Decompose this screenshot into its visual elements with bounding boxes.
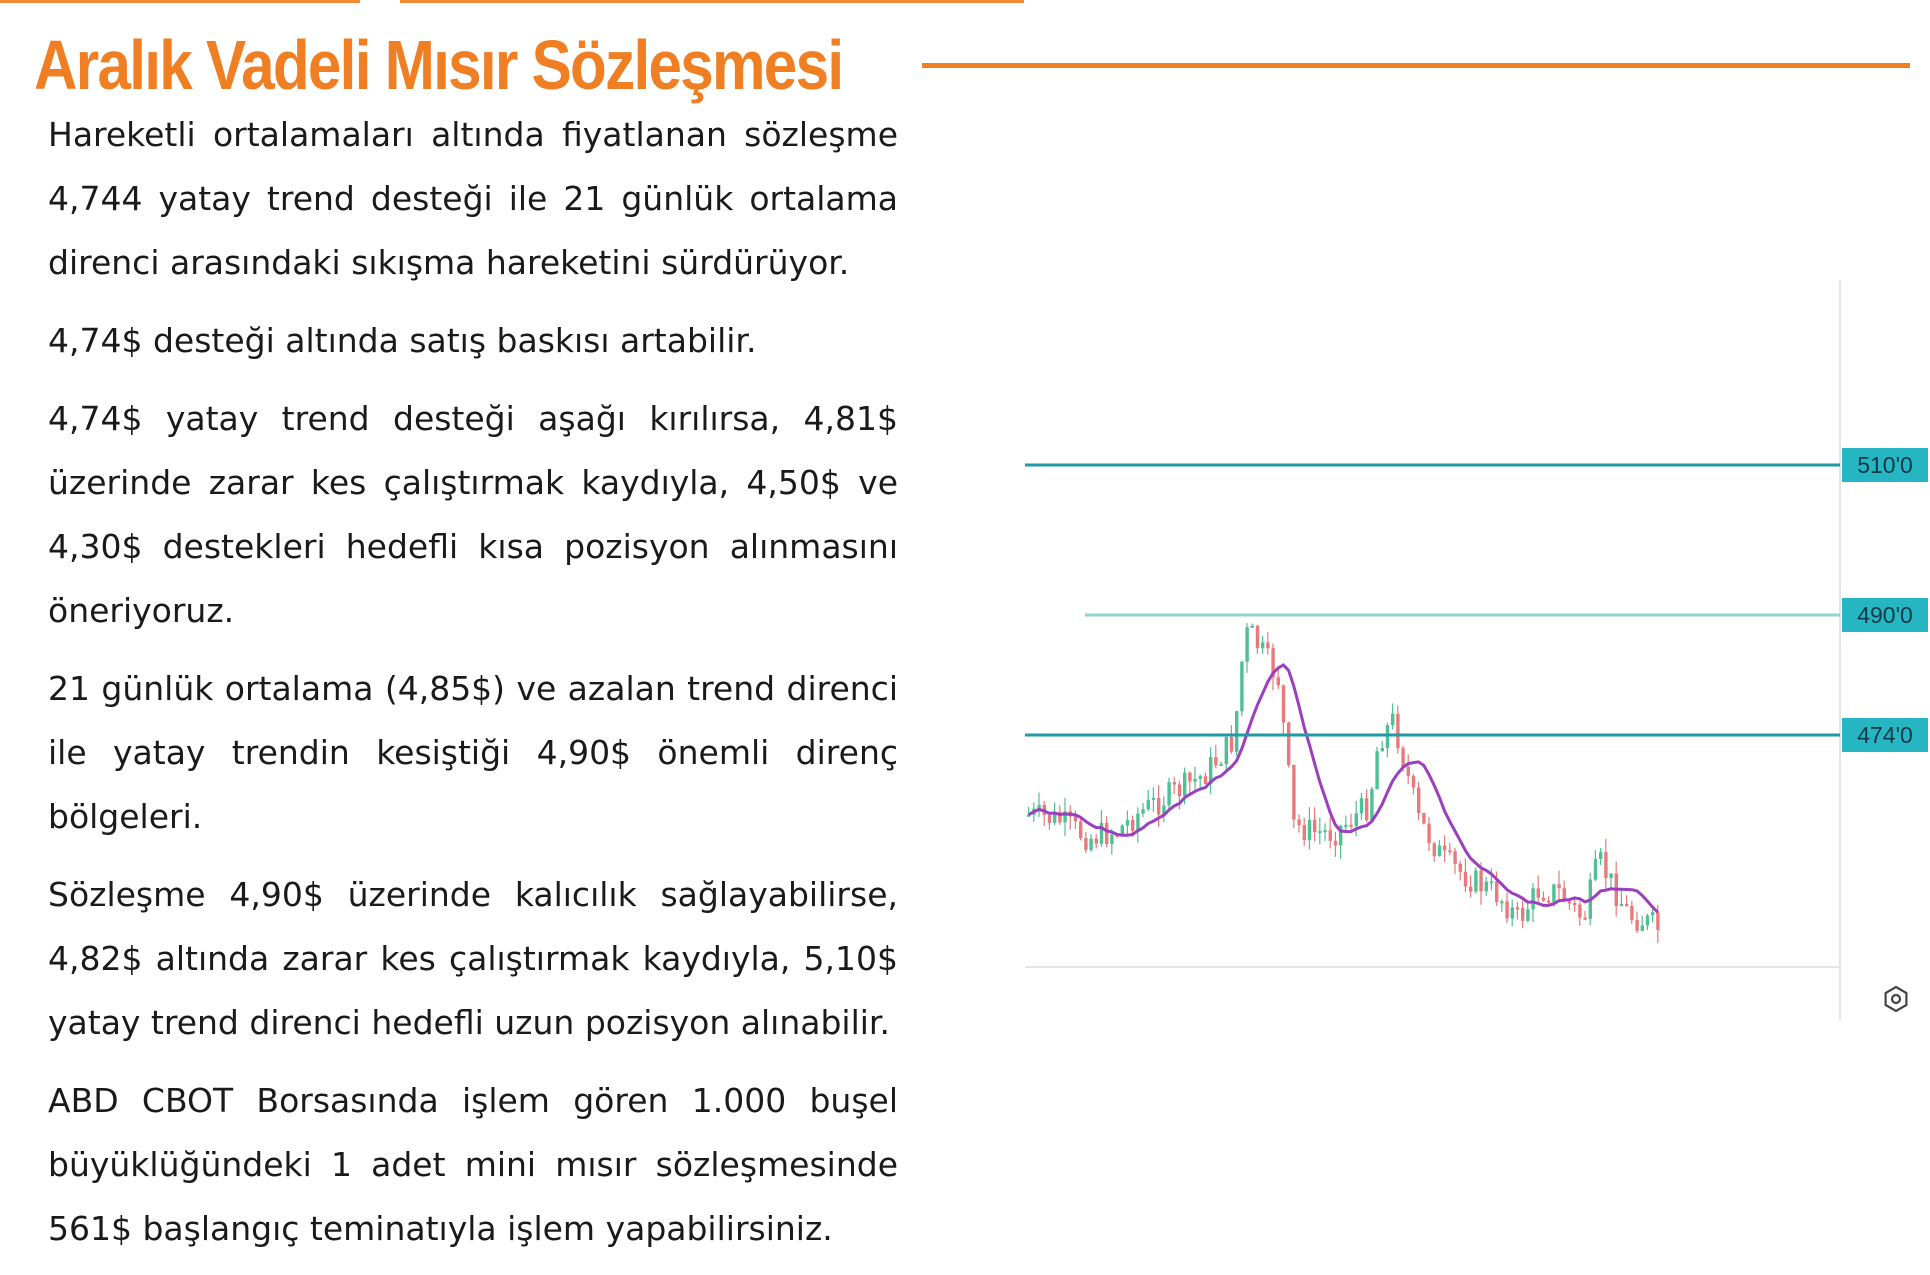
svg-text:490'0: 490'0 [1857,602,1913,628]
candle-body [1219,764,1222,766]
candle-body [1282,685,1285,722]
top-rule-left [0,0,360,3]
candle-body [1370,789,1373,820]
candle-body [1521,908,1524,921]
candle-body [1152,798,1155,800]
candle-body [1131,820,1134,831]
candle-body [1355,813,1358,826]
candle-body [1308,820,1311,840]
candle-body [1167,782,1170,805]
paragraph-long-position: Sözleşme 4,90$ üzerinde kalıcılık sağlayabilirse, 4,82$ altında zarar kes çalıştırmak kaydıyla, 5,10$ yatay trend direnci hedefli uzun pozisyon alınabilir. [48,875,898,1042]
candle-body [1573,903,1576,905]
candle-body [1079,821,1082,838]
paragraph-resistance: 21 günlük ortalama (4,85$) ve azalan trend direnci ile yatay trendin kesiştiği 4,90$ önemli direnç bölgeleri. [48,669,898,836]
candle-body [1214,757,1217,765]
candle-body [1547,901,1550,903]
candle-body [1365,798,1368,820]
candle-body [1526,909,1529,921]
candle-body [1552,884,1555,902]
svg-text:474'0: 474'0 [1857,722,1913,748]
price-label-474 [1842,718,1928,752]
candle-body [1578,905,1581,918]
candle-body [1287,722,1290,765]
candle-body [1630,906,1633,920]
candle-body [1448,850,1451,852]
candle-body [1469,887,1472,892]
candle-body [1048,815,1051,823]
paragraph-margin-info: ABD CBOT Borsasında işlem gören 1.000 buşel büyüklüğündeki 1 adet mini mısır sözleşmesinde 561$ başlangıç teminatıyla işlem yapabilirsiniz. [48,1081,898,1248]
candle-body [1620,904,1623,906]
candle-body [1261,642,1264,648]
candle-body [1193,779,1196,782]
paragraph-summary: Hareketli ortalamaları altında fiyatlanan sözleşme 4,744 yatay trend desteği ile 21 günlük ortalama direnci arasındaki sıkışma hareketini sürdürüyor. [48,115,898,282]
candle-body [1178,785,1181,797]
candle-body [1625,904,1628,906]
candle-body [1173,782,1176,784]
candle-body [1464,872,1467,887]
candle-body [1199,776,1202,779]
candle-body [1485,882,1488,892]
candle-body [1360,798,1363,813]
paragraph-support-warning: 4,74$ desteği altında satış baskısı artabilir. [48,321,757,360]
page-title: Aralık Vadeli Mısır Sözleşmesi [34,26,843,104]
candle-body [1542,898,1545,901]
candle-body [1401,748,1404,767]
candle-body [1126,820,1129,825]
candle-body [1235,711,1238,751]
candle-body [1500,901,1503,903]
candle-body [1568,901,1571,903]
candle-body [1147,800,1150,809]
candle-body [1334,841,1337,845]
paragraph-short-position: 4,74$ yatay trend desteği aşağı kırılırsa, 4,81$ üzerinde zarar kes çalıştırmak kaydıyla, 4,50$ ve 4,30$ destekleri hedefli kısa pozisyon alınmasını öneriyoruz. [48,399,898,630]
candle-body [1225,737,1228,764]
candle-body [1157,798,1160,815]
candle-body [1089,839,1092,850]
candle-body [1599,852,1602,859]
candle-body [1511,907,1514,918]
price-label-510 [1842,448,1928,482]
candle-body [1396,714,1399,748]
candle-body [1537,888,1540,897]
candle-body [1412,776,1415,788]
candle-body [1594,859,1597,880]
candle-body [1136,814,1139,831]
candle-body [1516,907,1519,909]
title-rule [922,63,1910,68]
candle-body [1386,725,1389,748]
candle-body [1641,926,1644,931]
candle-body [1251,626,1254,628]
candle-body [1651,912,1654,915]
candle-body [1381,748,1384,751]
candle-body [1084,838,1087,850]
candle-body [1433,843,1436,856]
candle-body [1375,751,1378,789]
candle-body [1646,915,1649,925]
candle-body [1323,830,1326,832]
candle-body [1318,831,1321,833]
candle-body [1188,773,1191,782]
candle-body [1230,737,1233,752]
candle-body [1303,825,1306,840]
candle-body [1427,824,1430,844]
candle-body [1479,870,1482,891]
settings-icon[interactable] [1886,987,1907,1011]
candle-body [1417,788,1420,813]
candle-body [1110,835,1113,844]
candle-body [1349,825,1352,827]
top-rule-right [400,0,1024,3]
candle-body [1121,826,1124,835]
candle-body [1604,852,1607,878]
candle-body [1245,627,1248,662]
price-label-490 [1842,598,1928,632]
moving-average-line [1029,665,1658,912]
candle-body [1531,888,1534,909]
analysis-text [48,103,898,1275]
candle-body [1266,642,1269,648]
candle-body [1391,714,1394,725]
candle-body [1407,767,1410,776]
candle-body [1240,662,1243,712]
candle-body [1474,870,1477,891]
candle-body [1095,839,1098,844]
candle-body [1204,776,1207,784]
candle-body [1313,820,1316,832]
candle-body [1490,881,1493,883]
candle-body [1422,813,1425,824]
candle-body [1344,825,1347,827]
candle-body [1557,884,1560,888]
candle-body [1297,820,1300,826]
candle-body [1277,677,1280,685]
candle-body [1100,823,1103,844]
price-chart [1025,280,1930,1026]
candle-body [1453,851,1456,864]
candle-body [1459,864,1462,872]
candle-body [1656,912,1659,930]
svg-text:510'0: 510'0 [1857,452,1913,478]
candle-body [1505,901,1508,918]
candle-body [1609,873,1612,878]
candle-body [1292,765,1295,820]
candle-body [1256,626,1259,648]
candle-body [1495,881,1498,902]
candle-body [1583,918,1586,920]
candle-body [1105,823,1108,844]
candle-body [1183,773,1186,797]
candle-body [1329,830,1332,841]
candlestick-series [1027,623,1660,943]
candle-body [1635,920,1638,931]
candle-body [1443,846,1446,851]
candle-body [1141,809,1144,813]
candle-body [1438,846,1441,857]
